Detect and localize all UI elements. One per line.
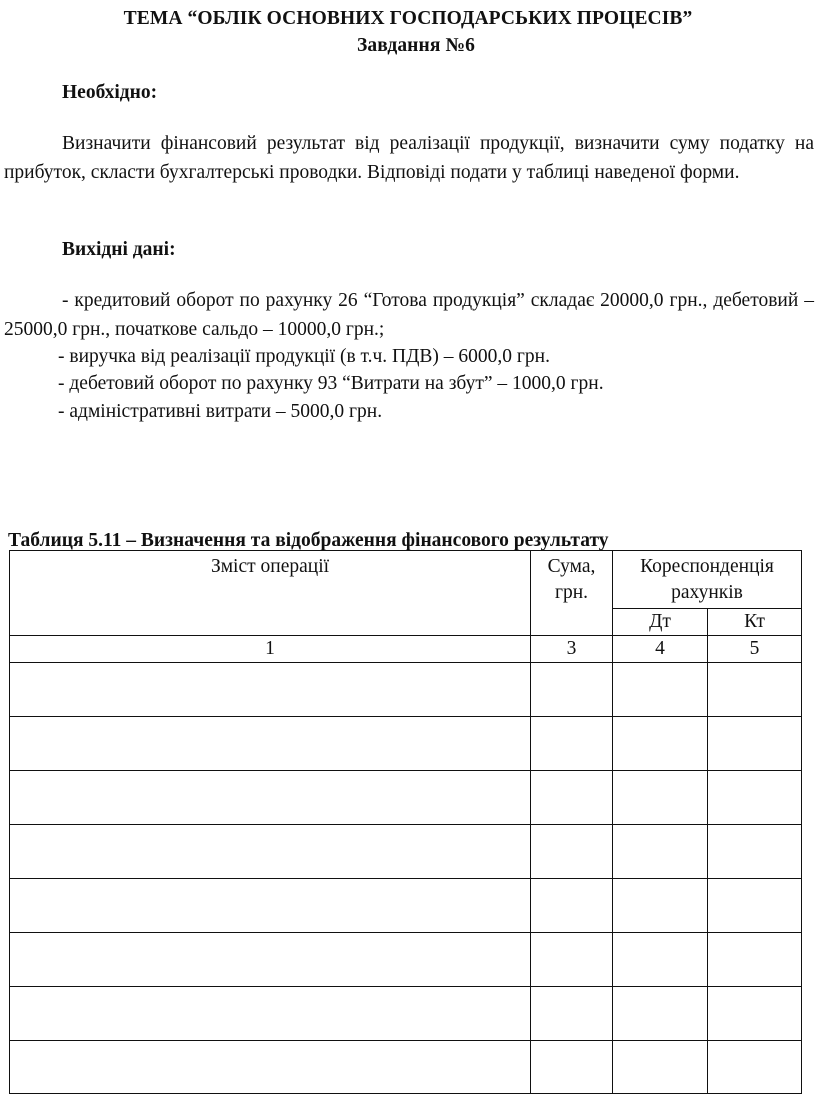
table-cell[interactable] <box>531 825 613 879</box>
header-debit: Дт <box>613 609 708 636</box>
table-cell[interactable] <box>708 1041 802 1094</box>
table-cell[interactable] <box>708 663 802 717</box>
column-number: 3 <box>531 636 613 663</box>
table-cell[interactable] <box>10 717 531 771</box>
input-data-item: - дебетовий оборот по рахунку 93 “Витрати на збут” – 1000,0 грн. <box>58 373 604 394</box>
header-amount-line2: грн. <box>554 582 589 603</box>
table-cell[interactable] <box>613 987 708 1041</box>
table-cell[interactable] <box>613 771 708 825</box>
header-correspondence <box>613 551 802 609</box>
financial-result-table <box>9 550 802 1094</box>
table-cell[interactable] <box>708 825 802 879</box>
header-amount <box>531 551 613 636</box>
table-cell[interactable] <box>613 933 708 987</box>
header-operation: Зміст операції <box>10 551 531 636</box>
table-row <box>10 879 802 933</box>
table-cell[interactable] <box>613 825 708 879</box>
header-credit: Кт <box>708 609 802 636</box>
table-cell[interactable] <box>708 879 802 933</box>
table-row <box>10 663 802 717</box>
table-cell[interactable] <box>531 663 613 717</box>
table-cell[interactable] <box>531 879 613 933</box>
table-cell[interactable] <box>10 771 531 825</box>
table-cell[interactable] <box>531 933 613 987</box>
table-row <box>10 987 802 1041</box>
table-cell[interactable] <box>708 717 802 771</box>
input-data-item: - адміністративні витрати – 5000,0 грн. <box>58 401 383 422</box>
topic-title: ТЕМА “ОБЛІК ОСНОВНИХ ГОСПОДАРСЬКИХ ПРОЦЕСІВ” <box>123 8 693 29</box>
column-number: 1 <box>10 636 531 663</box>
table-cell[interactable] <box>531 987 613 1041</box>
column-number: 4 <box>613 636 708 663</box>
table-cell[interactable] <box>708 987 802 1041</box>
table-row <box>10 825 802 879</box>
table-row <box>10 933 802 987</box>
table-row <box>10 717 802 771</box>
table-cell[interactable] <box>10 663 531 717</box>
table-cell[interactable] <box>613 879 708 933</box>
header-amount-line1: Сума, <box>547 556 596 577</box>
table-row <box>10 771 802 825</box>
table-cell[interactable] <box>613 1041 708 1094</box>
header-correspondence-line2: рахунків <box>671 582 743 603</box>
input-data-item: - виручка від реалізації продукції (в т.ч. ПДВ) – 6000,0 грн. <box>58 346 550 367</box>
table-cell[interactable] <box>10 879 531 933</box>
table-cell[interactable] <box>10 987 531 1041</box>
column-number: 5 <box>708 636 802 663</box>
table-cell[interactable] <box>708 933 802 987</box>
table-cell[interactable] <box>531 771 613 825</box>
table-cell[interactable] <box>708 771 802 825</box>
header-correspondence-line1: Кореспонденція <box>640 556 774 577</box>
requirement-text: Визначити фінансовий результат від реалізації продукції, визначити суму податку на прибуток, скласти бухгалтерські проводки. Відповіді подати у таблиці наведеної форми. <box>4 133 814 183</box>
table-cell[interactable] <box>613 663 708 717</box>
table-cell[interactable] <box>531 1041 613 1094</box>
task-number: Завдання №6 <box>356 35 476 56</box>
table-row <box>10 1041 802 1094</box>
table-header-row <box>10 551 802 609</box>
table-cell[interactable] <box>10 1041 531 1094</box>
column-number-row <box>10 636 802 663</box>
requirement-heading: Необхідно: <box>62 82 158 103</box>
table-cell[interactable] <box>10 825 531 879</box>
input-data-item: - кредитовий оборот по рахунку 26 “Готова продукція” складає 20000,0 грн., дебетовий – 25000,0 грн., початкове сальдо – 10000,0 грн.; <box>4 290 814 340</box>
table-cell[interactable] <box>10 933 531 987</box>
input-data-heading: Вихідні дані: <box>62 239 176 260</box>
table-cell[interactable] <box>531 717 613 771</box>
table-cell[interactable] <box>613 717 708 771</box>
table-caption: Таблиця 5.11 – Визначення та відображення фінансового результату <box>8 530 609 551</box>
